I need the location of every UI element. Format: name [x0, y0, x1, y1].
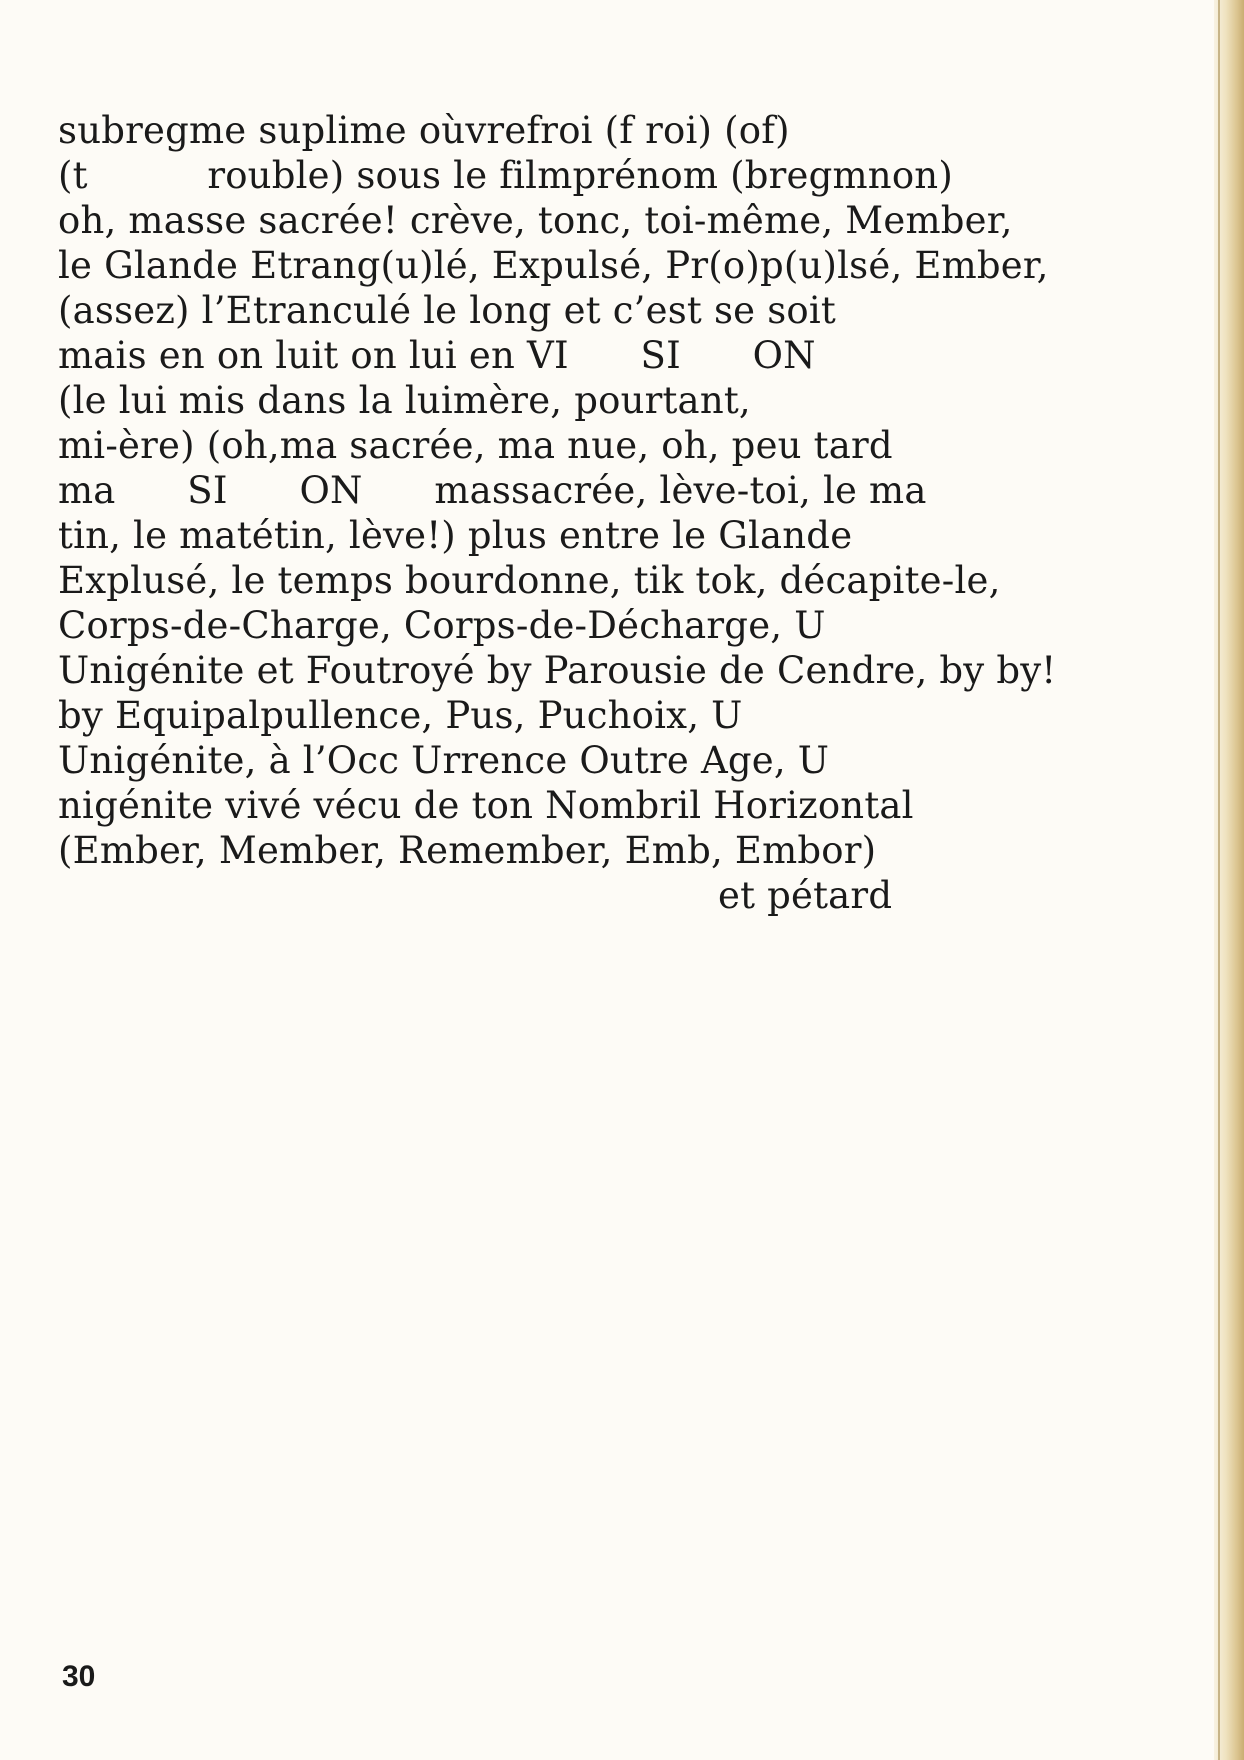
poem-line: tin, le matétin, lève!) plus entre le Glande [58, 514, 853, 557]
poem-line: Unigénite, à l’Occ Urrence Outre Age, U [58, 739, 830, 782]
poem-line: Unigénite et Foutroyé by Parousie de Cendre, by by! [58, 649, 1057, 692]
page-edge-line [1218, 0, 1220, 1760]
poem-line: (le lui mis dans la luimère, pourtant, [58, 379, 751, 422]
poem-final-line: et pétard [718, 874, 893, 917]
poem-line: le Glande Etrang(u)lé, Expulsé, Pr(o)p(u)lsé, Ember, [58, 244, 1049, 287]
poem-line: ma SI ON massacrée, lève-toi, le ma [58, 469, 927, 512]
poem-text [58, 108, 1138, 918]
poem-line: subregme suplime oùvrefroi (f roi) (of) [58, 109, 790, 152]
poem-line: Explusé, le temps bourdonne, tik tok, décapite-le, [58, 559, 1001, 602]
poem-line: (Ember, Member, Remember, Emb, Embor) [58, 829, 877, 872]
poem-line: oh, masse sacrée! crève, tonc, toi-même, Member, [58, 199, 1013, 242]
page-number: 30 [62, 1660, 96, 1693]
poem-line: by Equipalpullence, Pus, Puchoix, U [58, 694, 743, 737]
poem-line: Corps-de-Charge, Corps-de-Décharge, U [58, 604, 826, 647]
poem-line: (assez) l’Etranculé le long et c’est se soit [58, 289, 836, 332]
poem-line: (t rouble) sous le filmprénom (bregmnon) [58, 154, 953, 197]
poem-line: nigénite vivé vécu de ton Nombril Horizontal [58, 784, 914, 827]
poem-line: mais en on luit on lui en VI SI ON [58, 334, 816, 377]
poem-line: mi-ère) (oh,ma sacrée, ma nue, oh, peu tard [58, 424, 893, 467]
